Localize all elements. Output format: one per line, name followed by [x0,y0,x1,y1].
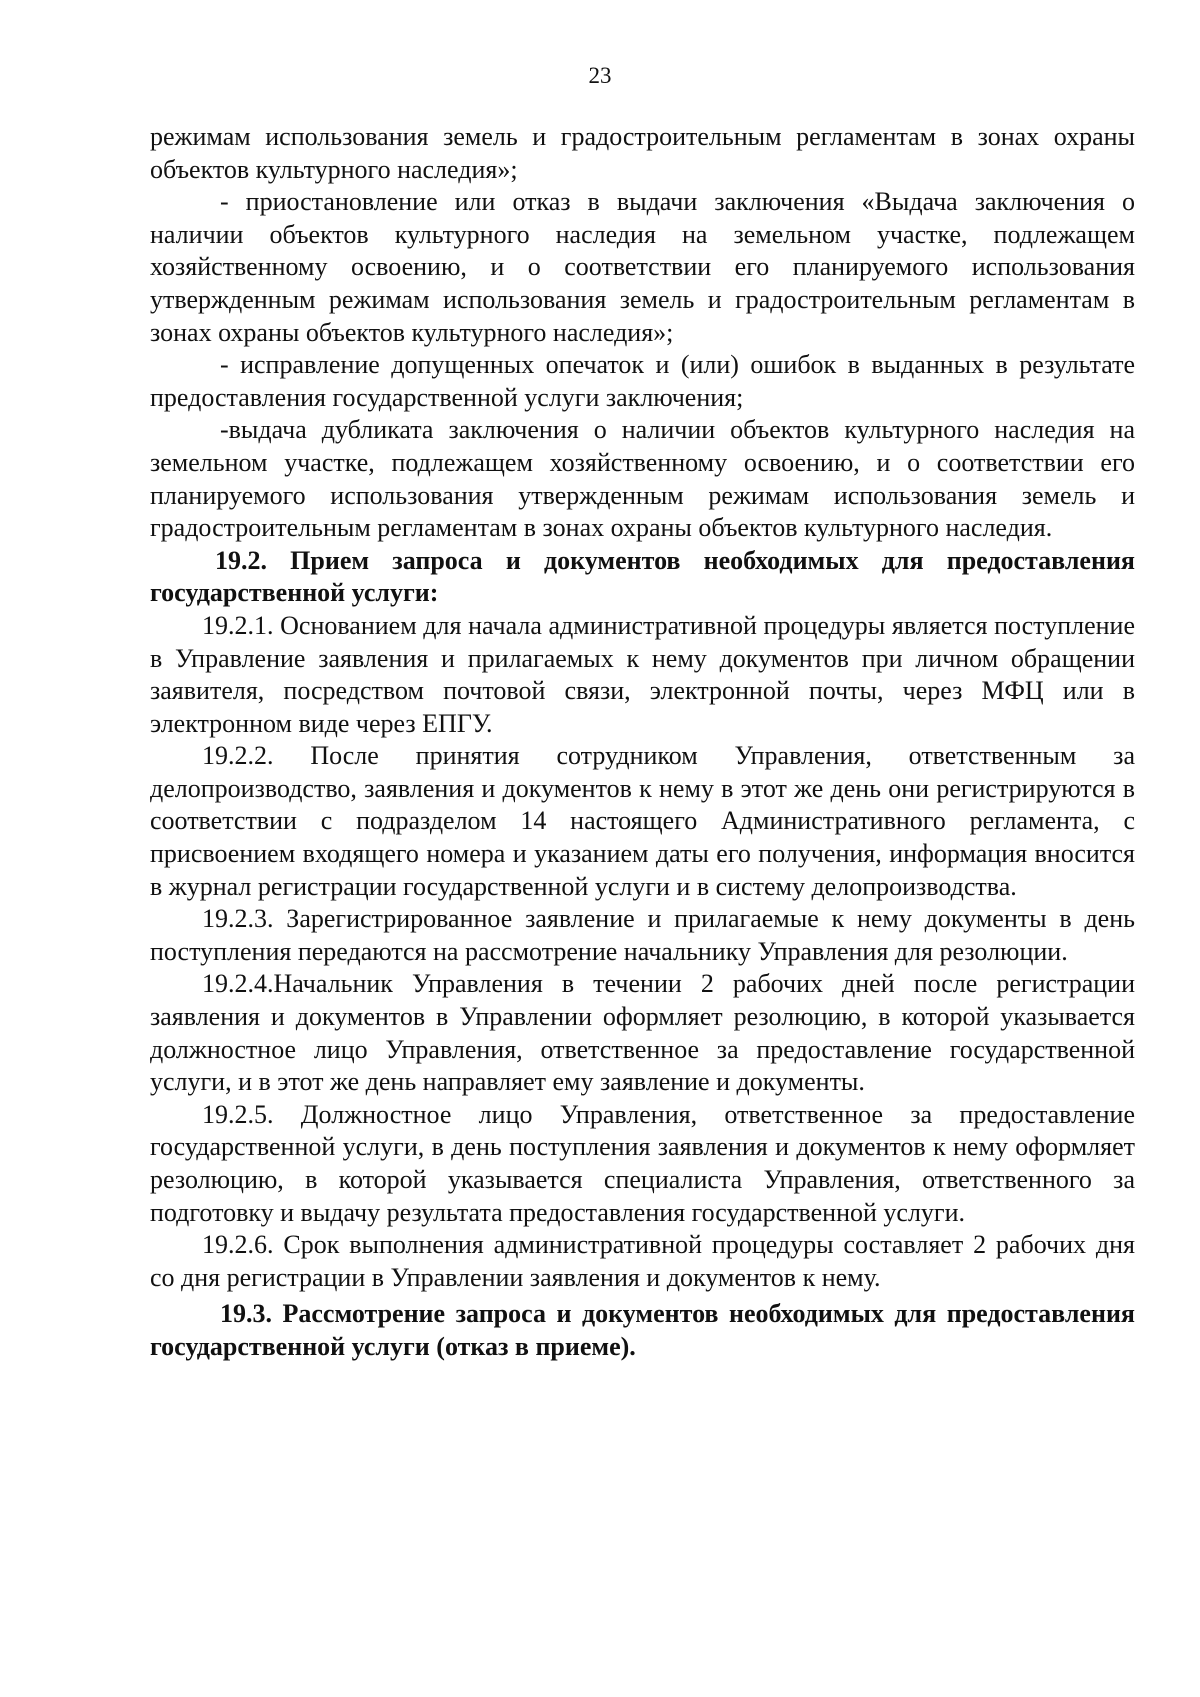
paragraph-correction-of-errors: - исправление допущенных опечаток и (или) ошибок в выданных в результате предоставления государственной услуги заключения; [150,350,1135,412]
page-number: 23 [588,63,612,88]
clause-19-2-2: 19.2.2. После принятия сотрудником Управления, ответственным за делопроизводство, заявления и документов к нему в этот же день они регистрируются в соответствии с подразделом 14 настоящего Административного регламента, с присвоением входящего номера и указанием даты его получения, информация вносится в журнал регистрации государственной услуги и в систему делопроизводства. [150,741,1135,901]
clause-19-2-3: 19.2.3. Зарегистрированное заявление и прилагаемые к нему документы в день поступления передаются на рассмотрение начальнику Управления для резолюции. [150,904,1135,966]
clause-19-2-6: 19.2.6. Срок выполнения административной процедуры составляет 2 рабочих дня со дня регистрации в Управлении заявления и документов к нему. [150,1230,1135,1292]
clause-19-2-1: 19.2.1. Основанием для начала административной процедуры является поступление в Управление заявления и прилагаемых к нему документов при личном обращении заявителя, посредством почтовой связи, электронной почты, через МФЦ или в электронном виде через ЕПГУ. [150,610,1135,738]
document-body [150,121,1135,1364]
clause-19-2-5: 19.2.5. Должностное лицо Управления, ответственное за предоставление государственной услуги, в день поступления заявления и документов к нему оформляет резолюцию, в которой указывается специалиста Управления, ответственного за подготовку и выдачу результата предоставления государственной услуги. [150,1099,1135,1227]
paragraph-continuation: режимам использования земель и градостроительным регламентам в зонах охраны объектов культурного наследия»; [150,122,1135,184]
paragraph-duplicate-issuance: -выдача дубликата заключения о наличии объектов культурного наследия на земельном участке, подлежащем хозяйственному освоению, и о соответствии его планируемого использования утвержденным режимам использования земель и градостроительным регламентам в зонах охраны объектов культурного наследия. [150,415,1135,543]
paragraph-suspension-or-refusal: - приостановление или отказ в выдачи заключения «Выдача заключения о наличии объектов культурного наследия на земельном участке, подлежащем хозяйственному освоению, и о соответствии его планируемого использования утвержденным режимам использования земель и градостроительным регламентам в зонах охраны объектов культурного наследия»; [150,187,1135,347]
section-heading-19-3: 19.3. Рассмотрение запроса и документов необходимых для предоставления государственной услуги (отказ в приеме). [150,1299,1135,1361]
section-heading-19-2: 19.2. Прием запроса и документов необходимых для предоставления государственной услуги: [150,545,1135,608]
clause-19-2-4: 19.2.4.Начальник Управления в течении 2 рабочих дней после регистрации заявления и документов в Управлении оформляет резолюцию, в которой указывается должностное лицо Управления, ответственное за предоставление государственной услуги, и в этот же день направляет ему заявление и документы. [150,969,1135,1097]
